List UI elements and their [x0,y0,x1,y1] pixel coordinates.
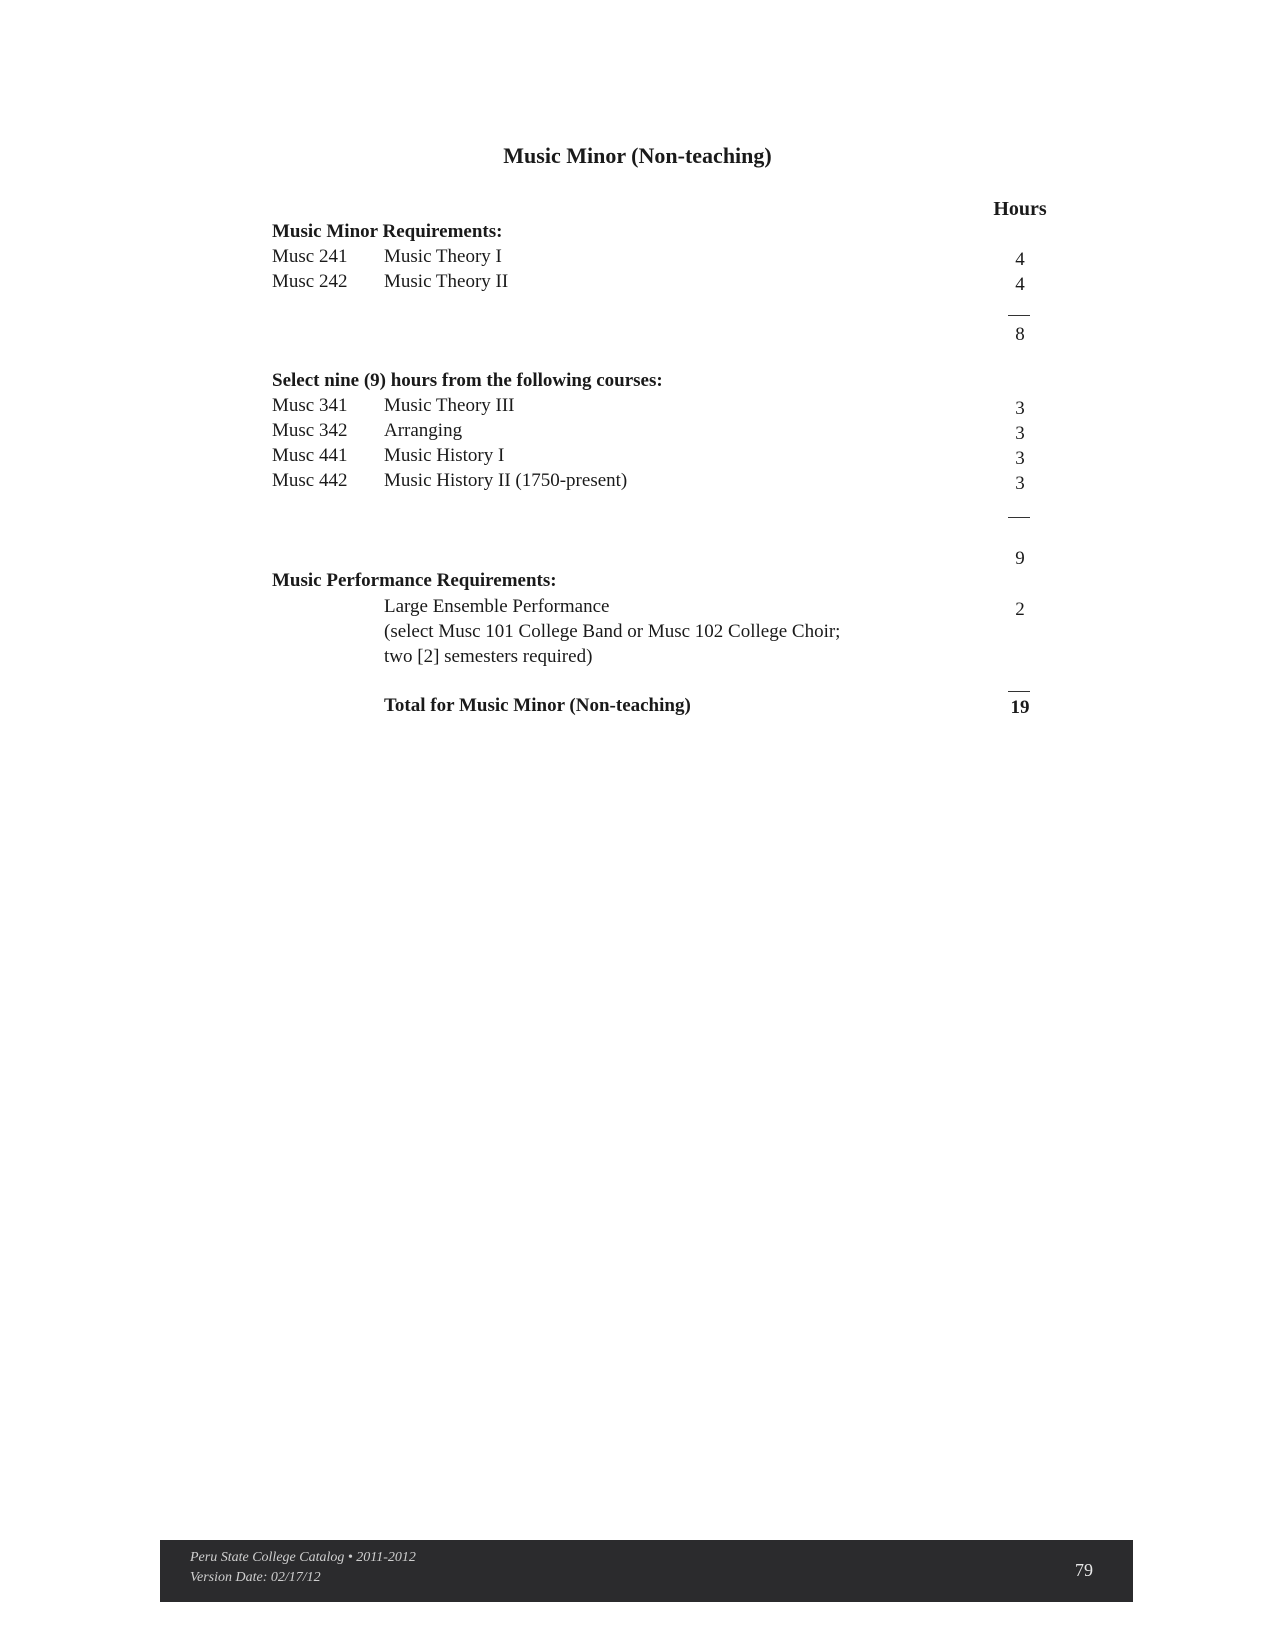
course-hours: 3 [1015,423,1025,444]
total-label: Total for Music Minor (Non-teaching) [384,695,691,716]
course-hours: 3 [1015,398,1025,419]
performance-hours: 2 [1015,599,1025,620]
footer-version-date: Version Date: 02/17/12 [190,1570,321,1585]
performance-note-line-1: (select Musc 101 College Band or Musc 102 College Choir; [384,621,841,642]
course-code: Musc 242 [272,271,348,292]
footer-catalog-title: Peru State College Catalog • 2011-2012 [190,1550,416,1565]
course-hours: 4 [1015,274,1025,295]
course-title: Music Theory I [384,246,502,267]
course-code: Musc 341 [272,395,348,416]
footer-bar [160,1540,1133,1602]
course-code: Musc 442 [272,470,348,491]
course-code: Musc 441 [272,445,348,466]
course-hours: 3 [1015,473,1025,494]
course-title: Arranging [384,420,463,441]
section-subtotal: 9 [1015,548,1025,569]
course-hours: 3 [1015,448,1025,469]
course-title: Music History I [384,445,505,466]
course-hours: 4 [1015,249,1025,270]
course-code: Musc 342 [272,420,348,441]
course-title: Music Theory II [384,271,509,292]
performance-item: Large Ensemble Performance [384,596,610,617]
course-code: Musc 241 [272,246,348,267]
section-subtotal: 8 [1015,324,1025,345]
subtotal-rule [1008,517,1030,518]
page-number: 79 [1075,1560,1093,1580]
section-heading-elective-courses: Select nine (9) hours from the following courses: [272,370,663,391]
total-hours: 19 [1010,697,1030,718]
total-rule [1008,691,1030,692]
subtotal-rule [1008,315,1030,316]
section-heading-minor-requirements: Music Minor Requirements: [272,221,503,242]
course-title: Music History II (1750-present) [384,470,628,491]
page-title: Music Minor (Non-teaching) [503,143,772,168]
course-title: Music Theory III [384,395,515,416]
performance-note-line-2: two [2] semesters required) [384,646,593,667]
hours-column-header: Hours [993,198,1047,220]
section-heading-performance-requirements: Music Performance Requirements: [272,570,557,591]
